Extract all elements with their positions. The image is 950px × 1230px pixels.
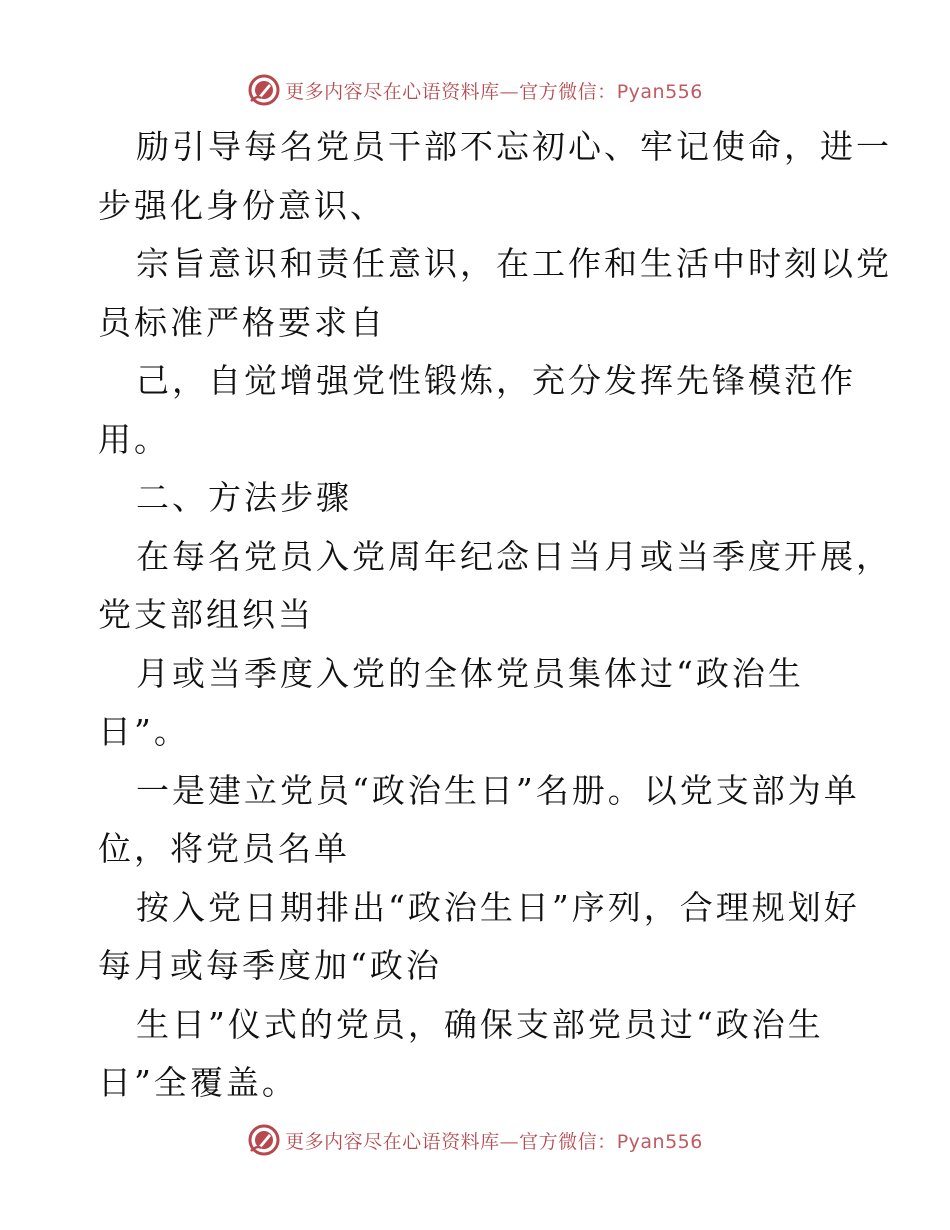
text-line: 宗旨意识和责任意识，在工作和生活中时刻以党 (136, 244, 892, 283)
text-line: 励引导每名党员干部不忘初心、牢记使命，进一 (136, 127, 892, 166)
pen-nib-logo-icon (247, 73, 281, 107)
pen-nib-logo-icon (247, 1123, 281, 1157)
watermark-separator: — (499, 80, 520, 103)
watermark-text: 更多内容尽在心语资料库 (285, 1130, 500, 1153)
text-line: 日”全覆盖。 (98, 1063, 298, 1102)
text-line: 一是建立党员“政治生日”名册。以党支部为单 (136, 770, 860, 810)
header-watermark (0, 70, 950, 110)
text-line: 日”。 (98, 712, 190, 751)
text-line: 位，将党员名单 (98, 829, 350, 868)
watermark-contact-label: 官方微信： (519, 80, 617, 103)
text-line: 步强化身份意识、 (98, 185, 386, 225)
watermark-handle: Pyan556 (616, 1130, 703, 1153)
watermark-separator: — (499, 1130, 520, 1153)
text-line: 党支部组织当 (98, 595, 314, 634)
text-line: 按入党日期排出“政治生日”序列，合理规划好 (136, 887, 860, 927)
watermark-contact-label: 官方微信： (519, 1130, 617, 1153)
text-line: 在每名党员入党周年纪念日当月或当季度开展， (136, 536, 892, 576)
text-line: 用。 (98, 419, 170, 459)
text-line: 己，自觉增强党性锻炼，充分发挥先锋模范作 (136, 361, 856, 400)
text-line: 员标准严格要求自 (98, 302, 386, 342)
text-line: 每月或每季度加“政治 (98, 946, 442, 985)
text-line: 月或当季度入党的全体党员集体过“政治生 (136, 653, 804, 693)
footer-watermark (0, 1120, 950, 1160)
text-line: 生日”仪式的党员，确保支部党员过“政治生 (136, 1004, 824, 1044)
watermark-text: 更多内容尽在心语资料库 (285, 80, 500, 103)
text-line: 二、方法步骤 (136, 478, 352, 517)
document-body (98, 118, 892, 1113)
watermark-handle: Pyan556 (616, 80, 703, 103)
